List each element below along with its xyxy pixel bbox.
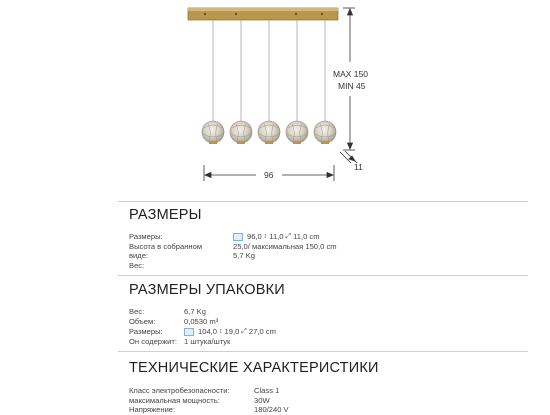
section-divider (118, 351, 528, 352)
product-dimension-diagram (0, 0, 550, 195)
package-volume-label: Объем: (129, 317, 156, 326)
package-depth-value: 27,0 cm (248, 327, 276, 336)
height-icon: ↕ (219, 328, 223, 335)
dimensions-section-title: РАЗМЕРЫ (129, 207, 202, 223)
width-icon (184, 328, 194, 336)
globe-3 (258, 121, 280, 144)
electrical-class-value: Class 1 (254, 386, 280, 395)
section-divider (118, 201, 528, 202)
height-icon: ↕ (263, 233, 268, 240)
package-weight-value: 6,7 Kg (184, 307, 206, 316)
size-width-value: 96,0 (247, 232, 262, 241)
ceiling-canopy (188, 8, 338, 20)
size-depth-value: 11,0 cm (293, 232, 320, 241)
section-divider (118, 275, 528, 276)
package-contains-label: Он содержит: (129, 337, 177, 346)
weight-value: 5,7 Kg (233, 251, 255, 260)
glass-globes (202, 121, 336, 144)
size-value (233, 232, 320, 241)
weight-label: Вес: (129, 261, 145, 270)
height-dimension-line (343, 8, 355, 150)
technical-section-title: ТЕХНИЧЕСКИЕ ХАРАКТЕРИСТИКИ (129, 360, 379, 376)
package-volume-value: 0,0530 m³ (184, 317, 219, 326)
package-size-label: Размеры: (129, 327, 163, 336)
assembled-height-label-line2: виде: (129, 251, 149, 260)
height-min-label: MIN 45 (338, 81, 366, 91)
size-height-value: 11,0 (269, 232, 284, 241)
size-label: Размеры: (129, 232, 163, 241)
assembled-height-value: 25,0/ максимальная 150,0 cm (233, 242, 337, 251)
package-contains-value: 1 штука/штук (184, 337, 231, 346)
width-label: 96 (264, 170, 274, 180)
depth-icon: ⤢ (285, 233, 292, 240)
package-width-value: 104,0 (198, 327, 218, 336)
globe-2 (230, 121, 252, 144)
voltage-value: 180/240 V (254, 405, 289, 414)
globe-1 (202, 121, 224, 144)
package-size-value (184, 327, 276, 336)
voltage-label: Напряжение: (129, 405, 176, 414)
package-weight-label: Вес: (129, 307, 145, 316)
electrical-class-label: Класс электробезопасности: (129, 386, 230, 395)
depth-label: 11 (354, 162, 363, 172)
width-icon (233, 233, 243, 241)
max-power-value: 30W (254, 396, 270, 405)
max-power-label: максимальная мощность: (129, 396, 220, 405)
height-max-label: MAX 150 (333, 69, 368, 79)
package-height-value: 19,0 (224, 327, 240, 336)
globe-4 (286, 121, 308, 144)
depth-icon: ⤢ (241, 328, 247, 335)
globe-5 (314, 121, 336, 144)
packaging-section-title: РАЗМЕРЫ УПАКОВКИ (129, 282, 285, 298)
assembled-height-label-line1: Высота в собранном (129, 242, 203, 251)
suspension-cables (213, 20, 325, 121)
